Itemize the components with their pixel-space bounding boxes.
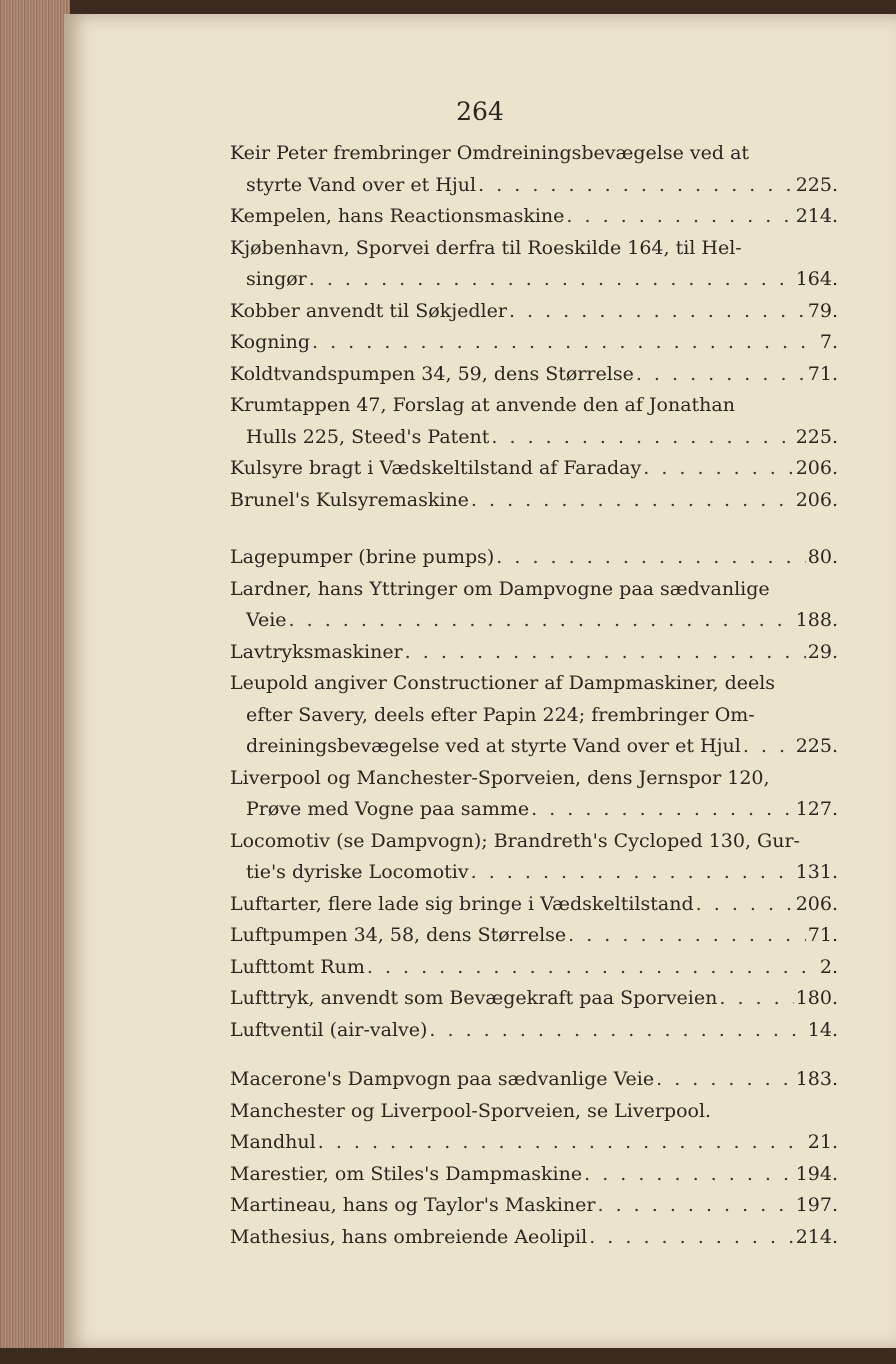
index-entry-line bbox=[230, 574, 838, 606]
book-page-edges bbox=[0, 0, 70, 1364]
entry-text: Kjøbenhavn, Sporvei derfra til Roeskilde 164, til Hel- bbox=[230, 236, 742, 259]
index-entry bbox=[230, 668, 838, 763]
index-entry-line bbox=[230, 485, 838, 517]
dot-leader bbox=[405, 637, 806, 669]
index-entry bbox=[230, 542, 838, 574]
index-entry-line bbox=[230, 763, 838, 795]
dot-leader bbox=[289, 605, 794, 637]
dot-leader bbox=[478, 170, 794, 202]
entry-text: styrte Vand over et Hjul bbox=[246, 173, 477, 196]
dot-leader bbox=[643, 453, 793, 485]
entry-page-ref: 80. bbox=[807, 546, 838, 568]
entry-page-ref: 194. bbox=[795, 1162, 838, 1185]
entry-page-ref: 79. bbox=[807, 299, 838, 322]
index-entry bbox=[230, 485, 838, 517]
entry-page-ref: 127. bbox=[795, 798, 838, 820]
entry-page-ref: 225. bbox=[795, 173, 838, 196]
index-entry-line bbox=[230, 857, 838, 889]
index-entry-line bbox=[230, 794, 838, 826]
bottom-edge bbox=[0, 1348, 896, 1364]
index-entry bbox=[230, 1064, 838, 1096]
entry-text: Lufttomt Rum bbox=[230, 955, 365, 978]
dot-leader bbox=[696, 889, 794, 921]
dot-leader bbox=[531, 794, 794, 826]
index-entry bbox=[230, 1222, 838, 1254]
entry-text: Mandhul bbox=[230, 1131, 316, 1153]
entry-page-ref: 180. bbox=[795, 987, 838, 1009]
entry-page-ref: 183. bbox=[795, 1068, 838, 1090]
index-entry-line bbox=[230, 1222, 838, 1254]
index-entry bbox=[230, 1015, 838, 1047]
entry-text: Locomotiv (se Dampvogn); Brandreth's Cycloped 130, Gur- bbox=[230, 829, 800, 852]
entry-text: Brunel's Kulsyremaskine bbox=[230, 488, 469, 511]
entry-page-ref: 131. bbox=[795, 861, 838, 883]
entry-text: Hulls 225, Steed's Patent bbox=[246, 425, 490, 448]
index-entry bbox=[230, 327, 838, 359]
index-entry-line bbox=[230, 327, 838, 359]
entry-page-ref: 225. bbox=[795, 735, 838, 757]
index-entry-line bbox=[230, 542, 838, 574]
index-entry-line bbox=[230, 170, 838, 202]
index-entry bbox=[230, 390, 838, 453]
index-entry-line bbox=[230, 700, 838, 732]
entry-text: Luftventil (air-valve) bbox=[230, 1018, 428, 1041]
dot-leader bbox=[589, 1222, 793, 1254]
dot-leader bbox=[568, 920, 806, 952]
entry-page-ref: 214. bbox=[795, 205, 838, 227]
entry-text: Marestier, om Stiles's Dampmaskine bbox=[230, 1162, 583, 1185]
entry-text: singør bbox=[246, 268, 307, 290]
index-entry-line bbox=[230, 138, 838, 170]
dot-leader bbox=[636, 359, 806, 391]
section-gap bbox=[230, 516, 838, 542]
index-entry bbox=[230, 1096, 838, 1128]
dot-leader bbox=[719, 983, 793, 1015]
dot-leader bbox=[598, 1190, 794, 1222]
dot-leader bbox=[566, 201, 793, 233]
entry-text: Veie bbox=[246, 609, 287, 631]
index-entry bbox=[230, 1127, 838, 1159]
dot-leader bbox=[496, 542, 805, 574]
entry-text: Lavtryksmaskiner bbox=[230, 640, 403, 663]
index-entry-line bbox=[230, 422, 838, 454]
index-entry-line bbox=[230, 1096, 838, 1128]
index-entry-line bbox=[230, 920, 838, 952]
index-entry-line bbox=[230, 889, 838, 921]
entry-text: efter Savery, deels efter Papin 224; frembringer Om- bbox=[246, 703, 755, 726]
index-entry bbox=[230, 1190, 838, 1222]
dot-leader bbox=[491, 422, 793, 454]
index-entry bbox=[230, 574, 838, 637]
index-entry bbox=[230, 983, 838, 1015]
entry-text: Keir Peter frembringer Omdreiningsbevægelse ved at bbox=[230, 142, 750, 164]
index-entry bbox=[230, 1159, 838, 1191]
index-entry bbox=[230, 359, 838, 391]
index-entries bbox=[230, 138, 838, 1253]
entry-page-ref: 225. bbox=[795, 425, 838, 448]
dot-leader bbox=[318, 1127, 806, 1159]
entry-text: Liverpool og Manchester-Sporveien, dens Jernspor 120, bbox=[230, 766, 770, 789]
index-entry-line bbox=[230, 1159, 838, 1191]
entry-page-ref: 71. bbox=[807, 362, 838, 385]
index-entry-line bbox=[230, 1190, 838, 1222]
entry-page-ref: 188. bbox=[795, 609, 838, 631]
index-entry-line bbox=[230, 668, 838, 700]
index-entry-line bbox=[230, 605, 838, 637]
entry-text: Luftpumpen 34, 58, dens Størrelse bbox=[230, 924, 567, 946]
dot-leader bbox=[584, 1159, 794, 1191]
entry-text: Kulsyre bragt i Vædskeltilstand af Faraday bbox=[230, 457, 642, 479]
dot-leader bbox=[743, 731, 794, 763]
index-entry bbox=[230, 952, 838, 984]
index-entry bbox=[230, 763, 838, 826]
index-entry-line bbox=[230, 233, 838, 265]
entry-page-ref: 7. bbox=[819, 331, 838, 353]
index-entry bbox=[230, 826, 838, 889]
dot-leader bbox=[656, 1064, 794, 1096]
index-entry bbox=[230, 201, 838, 233]
dot-leader bbox=[471, 857, 794, 889]
index-entry-line bbox=[230, 731, 838, 763]
index-entry bbox=[230, 296, 838, 328]
entry-page-ref: 14. bbox=[807, 1018, 838, 1041]
index-entry-line bbox=[230, 826, 838, 858]
section-gap bbox=[230, 1046, 838, 1064]
entry-page-ref: 21. bbox=[807, 1131, 838, 1153]
entry-text: Lagepumper (brine pumps) bbox=[230, 546, 495, 568]
index-entry-line bbox=[230, 1127, 838, 1159]
entry-text: Krumtappen 47, Forslag at anvende den af Jonathan bbox=[230, 394, 735, 416]
index-entry-line bbox=[230, 1015, 838, 1047]
index-entry-line bbox=[230, 390, 838, 422]
entry-page-ref: 206. bbox=[795, 488, 838, 511]
index-entry bbox=[230, 233, 838, 296]
entry-text: Macerone's Dampvogn paa sædvanlige Veie bbox=[230, 1068, 655, 1090]
dot-leader bbox=[509, 296, 806, 328]
entry-text: Manchester og Liverpool-Sporveien, se Liverpool. bbox=[230, 1099, 712, 1122]
entry-page-ref: 71. bbox=[807, 924, 838, 946]
entry-page-ref: 206. bbox=[795, 892, 838, 915]
entry-page-ref: 2. bbox=[819, 955, 838, 978]
page-number: 264 bbox=[456, 97, 504, 126]
index-entry bbox=[230, 889, 838, 921]
dot-leader bbox=[367, 952, 818, 984]
entry-text: Mathesius, hans ombreiende Aeolipil bbox=[230, 1225, 588, 1248]
entry-text: Kogning bbox=[230, 331, 310, 353]
index-entry bbox=[230, 453, 838, 485]
index-entry-line bbox=[230, 983, 838, 1015]
entry-page-ref: 206. bbox=[795, 457, 838, 479]
entry-page-ref: 214. bbox=[795, 1225, 838, 1248]
dot-leader bbox=[309, 264, 794, 296]
entry-text: Luftarter, flere lade sig bringe i Vædskeltilstand bbox=[230, 892, 694, 915]
entry-page-ref: 29. bbox=[807, 640, 838, 663]
entry-text: Martineau, hans og Taylor's Maskiner bbox=[230, 1194, 596, 1216]
index-entry-line bbox=[230, 637, 838, 669]
dot-leader bbox=[429, 1015, 805, 1047]
index-entry-line bbox=[230, 201, 838, 233]
entry-text: Koldtvandspumpen 34, 59, dens Størrelse bbox=[230, 362, 634, 385]
index-entry-line bbox=[230, 952, 838, 984]
index-entry-line bbox=[230, 264, 838, 296]
dot-leader bbox=[312, 327, 818, 359]
entry-text: Leupold angiver Constructioner af Dampmaskiner, deels bbox=[230, 672, 776, 694]
index-entry-line bbox=[230, 359, 838, 391]
entry-page-ref: 164. bbox=[795, 268, 838, 290]
entry-text: Kobber anvendt til Søkjedler bbox=[230, 299, 507, 322]
index-entry-line bbox=[230, 1064, 838, 1096]
entry-page-ref: 197. bbox=[795, 1194, 838, 1216]
index-entry bbox=[230, 920, 838, 952]
entry-text: Lardner, hans Yttringer om Dampvogne paa sædvanlige bbox=[230, 577, 770, 600]
entry-text: dreiningsbevægelse ved at styrte Vand over et Hjul bbox=[246, 735, 741, 757]
entry-text: Lufttryk, anvendt som Bevægekraft paa Sporveien bbox=[230, 987, 718, 1009]
index-entry bbox=[230, 138, 838, 201]
entry-text: Kempelen, hans Reactionsmaskine bbox=[230, 205, 565, 227]
dot-leader bbox=[471, 485, 794, 517]
entry-text: Prøve med Vogne paa samme bbox=[246, 798, 530, 820]
entry-text: tie's dyriske Locomotiv bbox=[246, 861, 469, 883]
index-entry-line bbox=[230, 296, 838, 328]
index-entry bbox=[230, 637, 838, 669]
index-entry-line bbox=[230, 453, 838, 485]
